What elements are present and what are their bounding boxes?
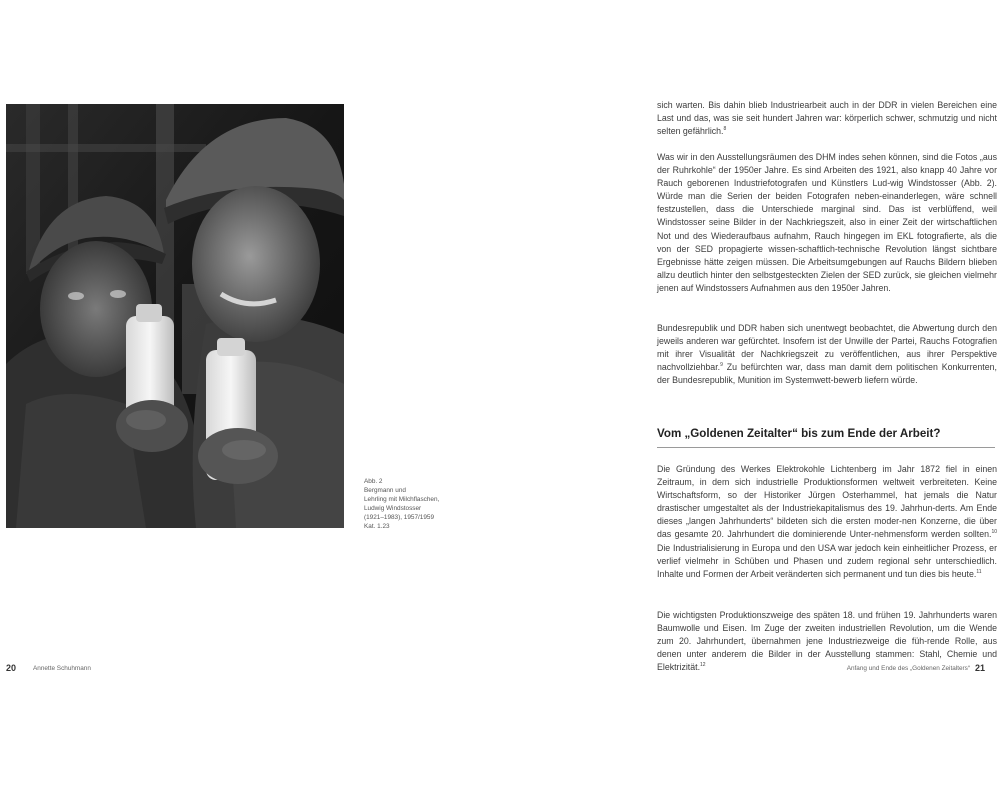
paragraph-text: Was wir in den Ausstellungsräumen des DHM indes sehen können, sind die Fotos „aus der Ruhrkohle“ der 1950er Jahre. Es sind Arbeiten des 1921, also knapp 40 Jahre vor Rauch geborenen Industriefotografen und Künstlers Lud-wig Windstosser (Abb. 2). Würde man die Serien der beiden Fotografen neben-einanderlegen, wäre schnell festzustellen, dass die Unterschiede marginal sind. Das ist verblüffend, weil Windstosser seine Bilder in der Nachkriegszeit, also in einer Zeit der wirtschaftlichen Not und des Wiederaufbaus aufnahm, Rauch hingegen im EKL fotografierte, als die von der SED propagierte wissen-schaftlich-technische Revolution längst sichtbare Ergebnisse hätte zeigen müssen. Die Arbeitsumgebungen auf Rauchs Bildern blieben allzu deutlich hinter den selbstgesteckten Zielen der SED zurück, sie gleichen vielmehr jenen auf Windstossers Aufnahmen aus den 1950er Jahren. (657, 152, 997, 293)
caption-line: Kat. 1.23 (364, 523, 390, 531)
paragraph-2 (657, 151, 997, 295)
heading-rule (657, 447, 995, 448)
footnote-ref: 12 (700, 662, 706, 669)
footnote-ref: 8 (723, 126, 727, 133)
caption-line: Lehrling mit Milchflaschen, (364, 496, 440, 504)
caption-line: Ludwig Windstosser (364, 505, 422, 513)
paragraph-4 (657, 463, 997, 581)
footnote-ref: 9 (720, 362, 723, 369)
photo-caption (364, 477, 474, 532)
running-head-left: Annette Schuhmann (33, 665, 91, 672)
section-heading: Vom „Goldenen Zeitalter“ bis zum Ende der Arbeit? (657, 427, 941, 440)
page-number-left: 20 (6, 663, 17, 673)
footnote-ref: 11 (976, 568, 982, 575)
paragraph-text: Die Gründung des Werkes Elektrokohle Lichtenberg im Jahr 1872 fiel in einen Zeitraum, in dem sich industrielle Produktionsformen weltweit verbreiteten. Keine Wirtschaftsform, so der Historiker Jürgen Osterhammel, hat jemals die Natur drastischer umgestaltet als der Industriekapitalismus des 19. Jahrhun-derts. Am Ende dieses „langen Jahrhunderts“ bildeten sich die ersten moder-nen Konzerne, die über das gesamte 20. Jahrhundert die dominierende Unter-nehmensform werden sollten. (657, 464, 997, 540)
paragraph-3 (657, 322, 997, 387)
caption-line: (1921–1983), 1957/1959 (364, 514, 435, 522)
caption-line: Abb. 2 (364, 478, 383, 485)
running-head-right: Anfang und Ende des „Goldenen Zeitalters“ (846, 665, 970, 672)
footnote-ref: 10 (991, 529, 997, 536)
page-number-right: 21 (975, 663, 986, 673)
paragraph-text: Bundesrepublik und DDR haben sich unentwegt beobachtet, die Abwertung durch den jeweils anderen war gefürchtet. Insofern ist der Unwille der Partei, Rauchs Fotografien mit ihrer Visualität der Nachkriegszeit zu veröffentlichen, aus ihrer Perspektive nachvollziehbar. (657, 323, 997, 373)
paragraph-text: Die Industrialisierung in Europa und den USA war jedoch kein einheitlicher Prozess, er verlief vielmehr in Schüben und Phasen und zudem regional sehr unterschiedlich. Inhalte und Formen der Arbeit veränderten sich permanent und tun dies bis heute. (657, 542, 997, 579)
paragraph-1 (657, 99, 997, 138)
paragraph-text: sich warten. Bis dahin blieb Industriearbeit auch in der DDR in vielen Bereichen eine Last und das, was sie seit hundert Jahren war: körperlich schwer, schmutzig und nicht selten gefährlich. (657, 100, 997, 137)
paragraph-text: Zu befürchten war, dass man damit dem politischen Konkurrenten, der Bundesrepublik, Munition im Systemwett-bewerb liefern würde. (657, 362, 997, 386)
photo-miners-with-milk-bottles-icon (6, 104, 344, 528)
paragraph-text: Die wichtigsten Produktionszweige des späten 18. und frühen 19. Jahrhunderts waren Baumwolle und Eisen. Im Zuge der zweiten industriellen Revolution, um die Wende zum 20. Jahrhundert, übernahmen jene Industriezweige die füh-rende Rolle, aus denen unter anderem die Bilder in der Ausstellung stammen: Stahl, Chemie und Elektrizität. (657, 610, 997, 673)
photograph-miners (6, 104, 344, 528)
caption-line: Bergmann und (364, 487, 406, 495)
